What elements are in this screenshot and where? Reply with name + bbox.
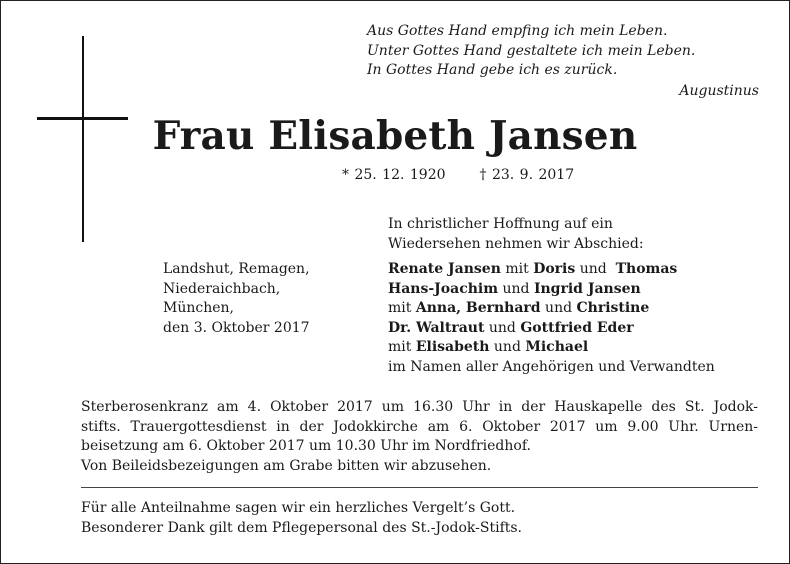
mourner-name: Michael [525, 339, 589, 355]
mourner-name: Dr. Waltraut [388, 319, 485, 336]
mourner-line: im Namen aller Angehörigen und Verwandten [388, 358, 715, 375]
mourner-name: Elisabeth [415, 339, 490, 355]
mourner-name: Ingrid Jansen [533, 280, 641, 297]
connector-word: und [579, 261, 607, 277]
service-info [81, 398, 758, 476]
place-line: München, [163, 300, 234, 316]
connector-word: und [493, 339, 521, 355]
motto-author: Augustinus [679, 82, 759, 99]
service-info-line: stifts. Trauergottesdienst in der Jodokkirche am 6. Oktober 2017 um 9.00 Uhr. Urnen- [81, 418, 758, 435]
mourner-name: Anna, Bernhard [415, 300, 541, 316]
connector-word: mit [388, 339, 412, 355]
service-info-line: beisetzung am 6. Oktober 2017 um 10.30 Uhr im Nordfriedhof. [81, 438, 531, 454]
motto-line: In Gottes Hand gebe ich es zurück. [367, 62, 618, 78]
mourner-name: Renate Jansen [388, 261, 501, 277]
mourner-line [388, 280, 715, 300]
mourner-line [388, 260, 715, 280]
life-dates [342, 167, 574, 183]
motto-line: Unter Gottes Hand gestaltete ich mein Leben. [367, 42, 696, 59]
connector-word: mit [388, 300, 412, 316]
mourner-name: Christine [576, 300, 650, 316]
service-info-line: Sterberosenkranz am 4. Oktober 2017 um 16.30 Uhr in der Hauskapelle des St. Jodok- [81, 399, 758, 415]
service-info-line: Von Beileidsbezeigungen am Grabe bitten wir abzusehen. [81, 457, 492, 474]
mourner-line [388, 299, 715, 319]
farewell-line: In christlicher Hoffnung auf ein [388, 216, 613, 232]
mourner-name: Doris [533, 261, 576, 277]
mourner-line [388, 338, 715, 358]
mourner-name: Hans-Joachim [388, 280, 499, 297]
mourner-name: Gottfried Eder [520, 319, 634, 336]
place-line: den 3. Oktober 2017 [163, 319, 310, 336]
farewell-text [388, 215, 644, 254]
divider-line [81, 487, 758, 488]
place-line: Niederaichbach, [163, 280, 281, 297]
mourner-line [388, 319, 715, 339]
thanks-text [81, 499, 522, 538]
farewell-line: Wiedersehen nehmen wir Abschied: [388, 235, 644, 252]
mourners-list [388, 260, 715, 377]
motto-quote [367, 22, 759, 101]
thanks-line: Besonderer Dank gilt dem Pflegepersonal des St.-Jodok-Stifts. [81, 519, 523, 536]
death-date: † 23. 9. 2017 [479, 167, 575, 183]
birth-date: * 25. 12. 1920 [342, 167, 446, 183]
place-and-date [163, 260, 310, 338]
place-line: Landshut, Remagen, [163, 261, 310, 277]
connector-word: und [502, 280, 530, 297]
deceased-name: Frau Elisabeth Jansen [152, 113, 638, 159]
thanks-line: Für alle Anteilnahme sagen wir ein herzliches Vergelt’s Gott. [81, 500, 516, 516]
connector-word: mit [505, 261, 529, 277]
motto-line: Aus Gottes Hand empfing ich mein Leben. [367, 23, 668, 39]
mourner-name: Thomas [615, 261, 678, 277]
connector-word: und [545, 300, 573, 316]
connector-word: und [488, 319, 516, 336]
